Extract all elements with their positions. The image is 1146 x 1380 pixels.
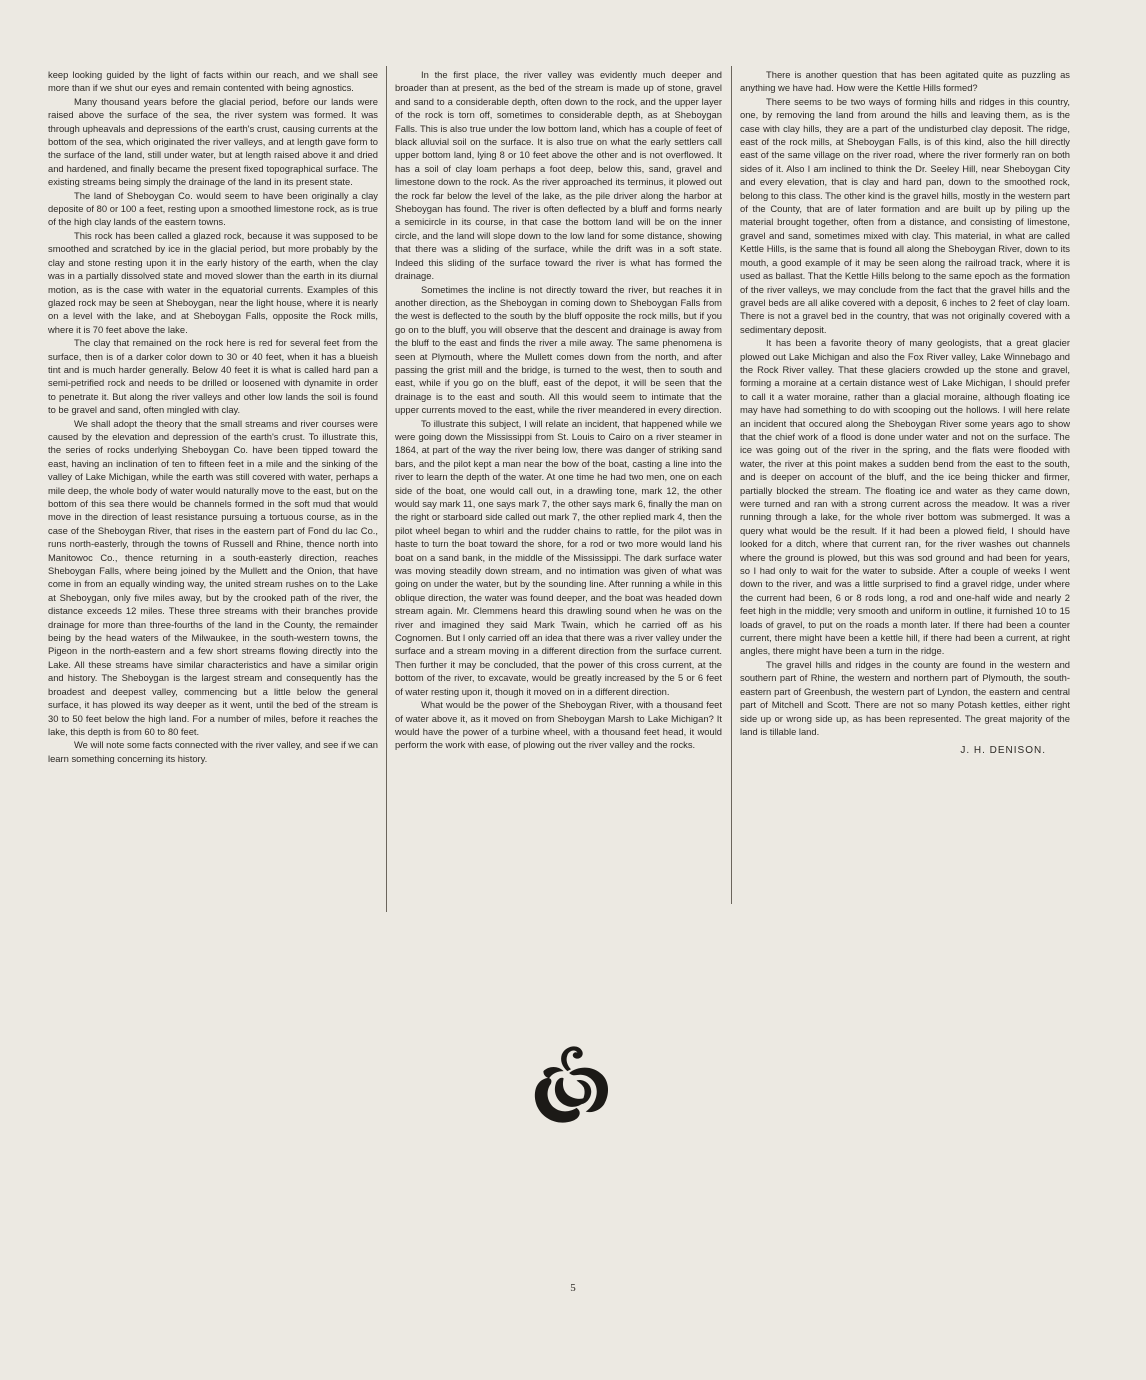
page-number: 5 (570, 1282, 576, 1294)
leaf-scroll-ornament-icon (525, 1038, 617, 1130)
paragraph: There is another question that has been agitated quite as puzzling as anything we have had. How were the Kettle Hills formed? (740, 69, 1070, 94)
paragraph: There seems to be two ways of forming hills and ridges in this country, one, by removing the land from around the hills and leaving them, as is the case with clay hills, they are a part of the undisturbed clay deposit. The ridge, east of the rock mills, at Sheboygan Falls, is of this kind, also the hill directly east of the same village on the river road, where the river formerly ran on both sides of it. Also I am inclined to think the Dr. Seeley Hill, near Sheboygan City and every elevation, that is clay and hard pan, down to the smoothed rock, belong to this class. The other kind is the gravel hills, mostly in the western part of the County, that are of later formation and are built up by piling up the material brought together, often from a distance, and consisting of limestone, gravel and sand, sometimes mixed with clay. This material, in what are called Kettle Hills, is the same that is found all along the Sheboygan River, down to its mouth, a good example of it may be seen along the railroad track, where it is used as ballast. That the Kettle Hills belong to the same epoch as the formation of the river valleys, we may conclude from the fact that the gravel hills and the gravel beds are all alike covered with a deposit, 6 inches to 2 feet of clay loam. There is not a gravel bed in the country, that was not originally covered with a sedimentary deposit. (740, 95, 1070, 335)
paragraph: This rock has been called a glazed rock, because it was supposed to be smoothed and scratched by ice in the glacial period, but more probably by the clay and stone resting upon it in the early history of the earth, when the clay was in a partially dissolved state and moved slower than the earth in its diurnal motion, as is the case with water in the equatorial currents. Examples of this glazed rock may be seen at Sheboygan, near the light house, where it is nearly on a level with the lake, and at Sheboygan Falls, opposite the Rock mills, where it is 70 feet above the lake. (48, 229, 378, 335)
text-column-3 (740, 68, 1070, 758)
paragraph: To illustrate this subject, I will relate an incident, that happened while we were going down the Mississippi from St. Louis to Cairo on a river steamer in 1864, at part of the way the river being low, there was danger of striking sand bars, and the pilot kept a man near the bow of the boat, casting a line into the river to learn the depth of the water. At one time he had two men, one on each side of the boat, one would call out, in a drawling tone, mark 12, the other would say mark 11, one says mark 7, the other says mark 6, finally the man on the right or starboard side called out mark 7, the other replied mark 4, then the pilot wheel began to whirl and the rudder chains to rattle, for the pilot was in haste to turn the boat toward the shore, for a rod or two more would land his boat on a sand bank, in the middle of the Mississippi. The dark surface water was moving steadily down stream, and no intimation was given of what was going on under the water, but by the sounding line. After running a while in this oblique direction, the water was found deeper, and the boat was headed down stream again. Mr. Clemmens heard this drawling sound when he was on the river and imagined they said Mark Twain, which he carried off as his Cognomen. But I only carried off an idea that there was a river valley under the surface and a stream moving in a different direction from the surface current. Then further it may be concluded, that the power of this cross current, at the bottom of the river, to excavate, would be greatly increased by the 5 or 6 feet of water resting upon it, though it moved on in a different direction. (395, 417, 722, 697)
paragraph: Sometimes the incline is not directly toward the river, but reaches it in another direction, as the Sheboygan in coming down to Sheboygan Falls from the west is deflected to the south by the bluff opposite the rock mills, but if you go on to the bluff, you will observe that the descent and drainage is away from the bluff to the east and finds the river a mile away. The same phenomena is seen at Plymouth, where the Mullett comes down from the north, and after passing the grist mill and the bridge, is turned to the west, then to south and east, while if you go on the bluff, east of the depot, it will be seen that the drainage is to the east and south. All this would seem to intimate that the upper currents moved to the east, while the river meandered in every direction. (395, 283, 722, 416)
text-column-2 (395, 68, 722, 752)
column-divider (386, 66, 387, 912)
paragraph: The clay that remained on the rock here is red for several feet from the surface, then is of a darker color down to 30 or 40 feet, when it has a blueish tint and is much harder generally. Below 40 feet it is what is called hard pan a semi-petrified rock and needs to be drilled or loosened with dynamite in order to penetrate it. But along the river valleys and other low lands the soil is found to be gravel and sand, often mingled with clay. (48, 337, 378, 416)
paragraph: In the first place, the river valley was evidently much deeper and broader than at present, as the bed of the stream is made up of stone, gravel and sand to a considerable depth, often down to the rock, and the upper layer of the rock is torn off, sometimes to considerable depth, as at Sheboygan Falls. This is also true under the low bottom land, which has a couple of feet of black alluvial soil on the surface. It is also true on what the early settlers call upper bottom land, lying 8 or 10 feet above the other and is not overflowed. It has a soil of clay loam perhaps a foot deep, below this, sand, gravel and limestone down to the rock. As the river approached its terminus, it plowed out the rock far below the level of the lake, as the pile driver along the harbor at Sheboygan has found. The river is often deflected by a bluff and forms nearly a semicircle in its course, in that case the bottom land will be on the inner circle, and the land will slope down to the low land for some distance, showing that there was a sliding of the surface, while the drift was in a soft state. Indeed this sliding of the surface toward the river is what has formed the drainage. (395, 69, 722, 282)
paragraph: What would be the power of the Sheboygan River, with a thousand feet of water above it, as it moved on from Sheboygan Marsh to Lake Michigan? It would have the power of a turbine wheel, with a thousand feet head, it would perform the work with ease, of plowing out the river valley and the rocks. (395, 699, 722, 751)
author-signature: J. H. DENISON. (960, 745, 1046, 757)
paragraph: It has been a favorite theory of many geologists, that a great glacier plowed out Lake Michigan and also the Fox River valley, Lake Winnebago and the Rock River valley. That these glaciers crowded up the stone and gravel, forming a moraine at a certain distance west of Lake Michigan, I should prefer to call it a water moraine, rather than a glacial moraine, although floating ice may have had something to do with scooping out the hollows. I will here relate an incident that occured along the Sheboygan River some years ago to show that the chief work of a flood is done under water and not on the surface. The ice was going out of the river in the spring, and the flats were flooded with water, the river at this point makes a sudden bend from the east to the south, and is deeper on account of the bluff, and the ice being thicker and firmer, partially blocked the stream. The floating ice and water as they came down, were turned and ran with a strong current across the meadow. It was a river running through a lake, for the whole river bottom was submerged. It was a query what would be the result. If it had been a plowed field, I should have looked for a ditch, where that current ran, for the river washes out channels where the ground is plowed, but this was sod ground and had been for years, so I had only to wait for the water to subside. After a couple of weeks I went down to the river, and was a little surprised to find a gravel ridge, under where the current had been, 6 or 8 rods long, a rod and one-half wide and nearly 2 feet high in the middle; very smooth and uniform in outline, it furnished 10 to 15 loads of gravel, to put on the roads a month later. If there had been a counter current, there might have been a kettle hill, if there had been a current, at right angles, there might have been a turn in the ridge. (740, 337, 1070, 657)
paragraph: keep looking guided by the light of facts within our reach, and we shall see more than if we shut our eyes and remain contented with being agnostics. (48, 69, 378, 94)
paragraph: The gravel hills and ridges in the county are found in the western and southern part of Rhine, the western and northern part of Plymouth, the south-eastern part of Greenbush, the western part of Lyndon, the eastern and central part of Mitchell and Scott. There are not so many Potash kettles, either right side up or wrong side up, as has been represented. The great majority of the land is tillable land. (740, 658, 1070, 737)
paragraph: We will note some facts connected with the river valley, and see if we can learn something concerning its history. (48, 739, 378, 764)
paragraph: The land of Sheboygan Co. would seem to have been originally a clay deposite of 80 or 100 a feet, resting upon a smoothed limestone rock, as is true of the high clay lands of the eastern towns. (48, 189, 378, 228)
paragraph: We shall adopt the theory that the small streams and river courses were caused by the elevation and depression of the earth's crust. To illustrate this, the series of rocks underlying Sheboygan Co. have been tipped toward the east, having an inclination of ten to fifteen feet in a mile and the sinking of the valley of Lake Michigan, while the earth was still covered with water, perhaps a mile deep, the whole body of water would naturally move to the east, but on the bottom of this sea there would be channels formed in the soft mud that would move in the direction of least resistance pursuing a tortuous course, as in the case of the Sheboygan River, that rises in the eastern part of Fond du lac Co., runs north-easterly, through the towns of Russell and Rhine, thence north into Manitowoc Co., thence returning in a south-easterly direction, reaches Sheboygan Falls, where being joined by the Mullett and the Onion, that have come in from an equally winding way, the united stream rushes on to the Lake at Sheboygan, only five miles away, but by the crooked path of the river, the distance exceeds 12 miles. These three streams with their branches provide drainage for more than three-fourths of the land in the County, the remainder being by the head waters of the Milwaukee, in the south-western towns, the Pigeon in the north-eastern and a few short streams flowing directly into the Lake. All these streams have similar characteristics and have a similar origin and history. The Sheboygan is the largest stream and consequently has the broadest and deepest valley, commencing but a little below the general surface, it has plowed its way deeper as it went, until the bed of the stream is 30 to 50 feet below the high land. For a number of miles, before it reaches the lake, this depth is from 60 to 80 feet. (48, 417, 378, 737)
paragraph: Many thousand years before the glacial period, before our lands were raised above the surface of the sea, the river system was formed. It was through upheavals and depressions of the earth's crust, causing currents at the bottom of the sea, which originated the river valleys, and at length gave form to the surface of the land, still under water, but at length raised above it and dried and hardened, and finally became the present fixed topographical surface. The existing streams being simply the drainage of the land in its present state. (48, 95, 378, 188)
column-divider (731, 66, 732, 904)
text-column-1 (48, 68, 378, 765)
